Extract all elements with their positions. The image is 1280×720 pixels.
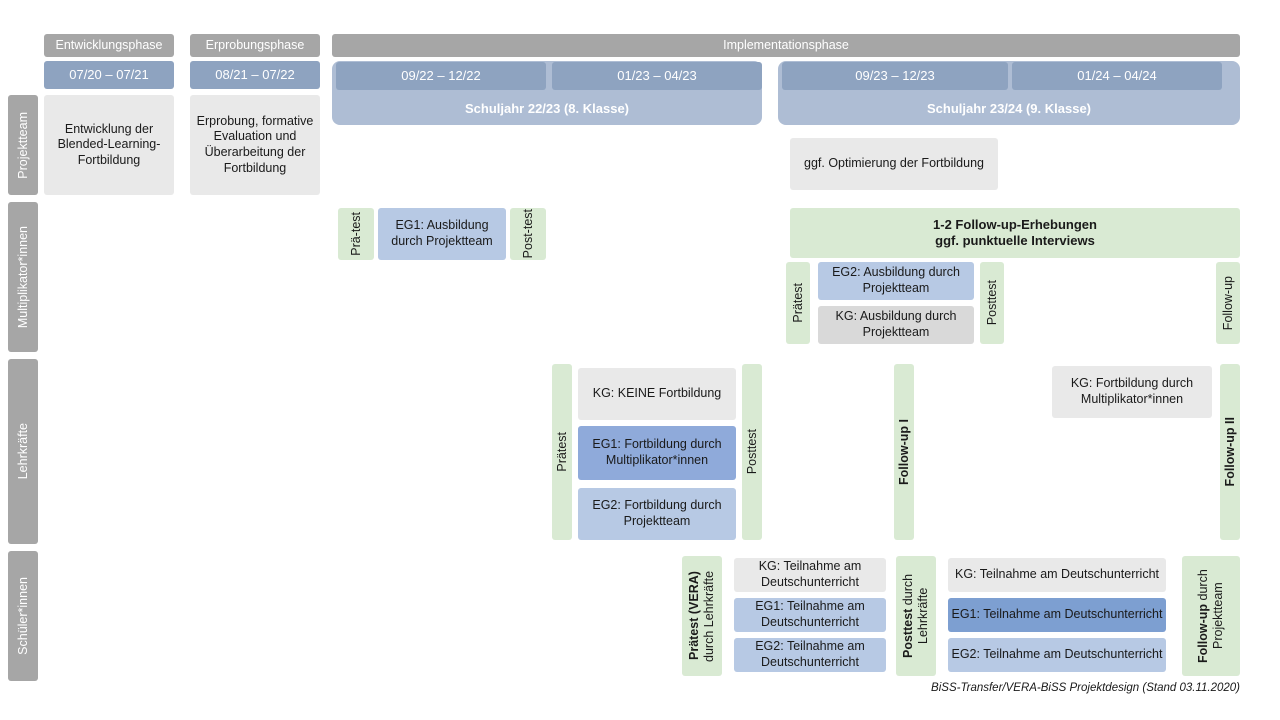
row-label-schuelerinnen: Schüler*innen bbox=[8, 551, 38, 681]
followup-schueler-sub: durch Projektteam bbox=[1196, 569, 1225, 650]
box-praetest-multiplikatoren-2: Prätest bbox=[786, 262, 810, 344]
praetest-vera-label: Prätest (VERA) bbox=[687, 571, 701, 661]
phase-label: Erprobungsphase bbox=[205, 37, 305, 52]
footnote-source: BiSS-Transfer/VERA-BiSS Projektdesign (Stand 03.11.2020) bbox=[931, 682, 1240, 694]
posttest-schueler-label: Posttest bbox=[901, 608, 915, 659]
phase-label: Implementationsphase bbox=[723, 37, 849, 52]
box-kg-teilnahme-1: KG: Teilnahme am Deutschunterricht bbox=[734, 558, 886, 592]
box-praetest-lehrkraefte: Prätest bbox=[552, 364, 572, 540]
period-bar-0720-0721: 07/20 – 07/21 bbox=[44, 61, 174, 89]
box-followup-multiplikatoren: Follow-up bbox=[1216, 262, 1240, 344]
box-optimierung-fortbildung: ggf. Optimierung der Fortbildung bbox=[790, 138, 998, 190]
box-kg-keine-fortbildung: KG: KEINE Fortbildung bbox=[578, 368, 736, 420]
row-label-multiplikatorinnen: Multiplikator*innen bbox=[8, 202, 38, 352]
box-entwicklung-fortbildung: Entwicklung der Blended-Learning-Fortbildung bbox=[44, 95, 174, 195]
box-eg1-teilnahme-1: EG1: Teilnahme am Deutschunterricht bbox=[734, 598, 886, 632]
box-kg-fortbildung-multiplikatoren: KG: Fortbildung durch Multiplikator*innen bbox=[1052, 366, 1212, 418]
period-bar-0821-0722: 08/21 – 07/22 bbox=[190, 61, 320, 89]
box-posttest-schueler bbox=[896, 556, 936, 676]
box-eg1-fortbildung-multiplikatoren: EG1: Fortbildung durch Multiplikator*innen bbox=[578, 426, 736, 480]
schoolyear-label-2223: Schuljahr 22/23 (8. Klasse) bbox=[464, 100, 630, 116]
banner-followup-erhebungen bbox=[790, 208, 1240, 258]
box-eg1-teilnahme-2: EG1: Teilnahme am Deutschunterricht bbox=[948, 598, 1166, 632]
box-eg1-ausbildung-projektteam: EG1: Ausbildung durch Projektteam bbox=[378, 208, 506, 260]
followup-banner-line-1: 1-2 Follow-up-Erhebungen bbox=[933, 216, 1097, 232]
followup-banner-line-2: ggf. punktuelle Interviews bbox=[935, 233, 1095, 248]
box-praetest-vera-schueler bbox=[682, 556, 722, 676]
period-bar-0123-0423: 01/23 – 04/23 bbox=[552, 62, 762, 90]
row-label-lehrkraefte: Lehrkräfte bbox=[8, 359, 38, 544]
box-followup-2-lehrkraefte: Follow-up II bbox=[1220, 364, 1240, 540]
box-eg2-ausbildung-projektteam: EG2: Ausbildung durch Projektteam bbox=[818, 262, 974, 300]
box-posttest-multiplikatoren-1: Post-test bbox=[510, 208, 546, 260]
period-bar-0922-1222: 09/22 – 12/22 bbox=[336, 62, 546, 90]
phase-header-erprobungsphase bbox=[190, 34, 320, 57]
box-kg-teilnahme-2: KG: Teilnahme am Deutschunterricht bbox=[948, 558, 1166, 592]
row-label-projektteam: Projektteam bbox=[8, 95, 38, 195]
followup-schueler-label: Follow-up bbox=[1196, 603, 1210, 663]
box-eg2-teilnahme-2: EG2: Teilnahme am Deutschunterricht bbox=[948, 638, 1166, 672]
box-eg2-fortbildung-projektteam: EG2: Fortbildung durch Projektteam bbox=[578, 488, 736, 540]
praetest-vera-sub: durch Lehrkräfte bbox=[702, 570, 716, 662]
box-posttest-multiplikatoren-2: Posttest bbox=[980, 262, 1004, 344]
schoolyear-label-2324: Schuljahr 23/24 (9. Klasse) bbox=[926, 100, 1092, 116]
period-bar-0923-1223: 09/23 – 12/23 bbox=[782, 62, 1008, 90]
phase-header-entwicklungsphase bbox=[44, 34, 174, 57]
box-kg-ausbildung-projektteam: KG: Ausbildung durch Projektteam bbox=[818, 306, 974, 344]
box-posttest-lehrkraefte: Posttest bbox=[742, 364, 762, 540]
box-followup-schueler bbox=[1182, 556, 1240, 676]
phase-label: Entwicklungsphase bbox=[55, 37, 163, 52]
box-praetest-multiplikatoren-1: Prä-test bbox=[338, 208, 374, 260]
box-eg2-teilnahme-1: EG2: Teilnahme am Deutschunterricht bbox=[734, 638, 886, 672]
posttest-schueler-sub: durch Lehrkräfte bbox=[901, 573, 930, 645]
box-followup-1-lehrkraefte: Follow-up I bbox=[894, 364, 914, 540]
period-bar-0124-0424: 01/24 – 04/24 bbox=[1012, 62, 1222, 90]
phase-header-implementationsphase bbox=[332, 34, 1240, 57]
box-erprobung-evaluation: Erprobung, formative Evaluation und Überarbeitung der Fortbildung bbox=[190, 95, 320, 195]
